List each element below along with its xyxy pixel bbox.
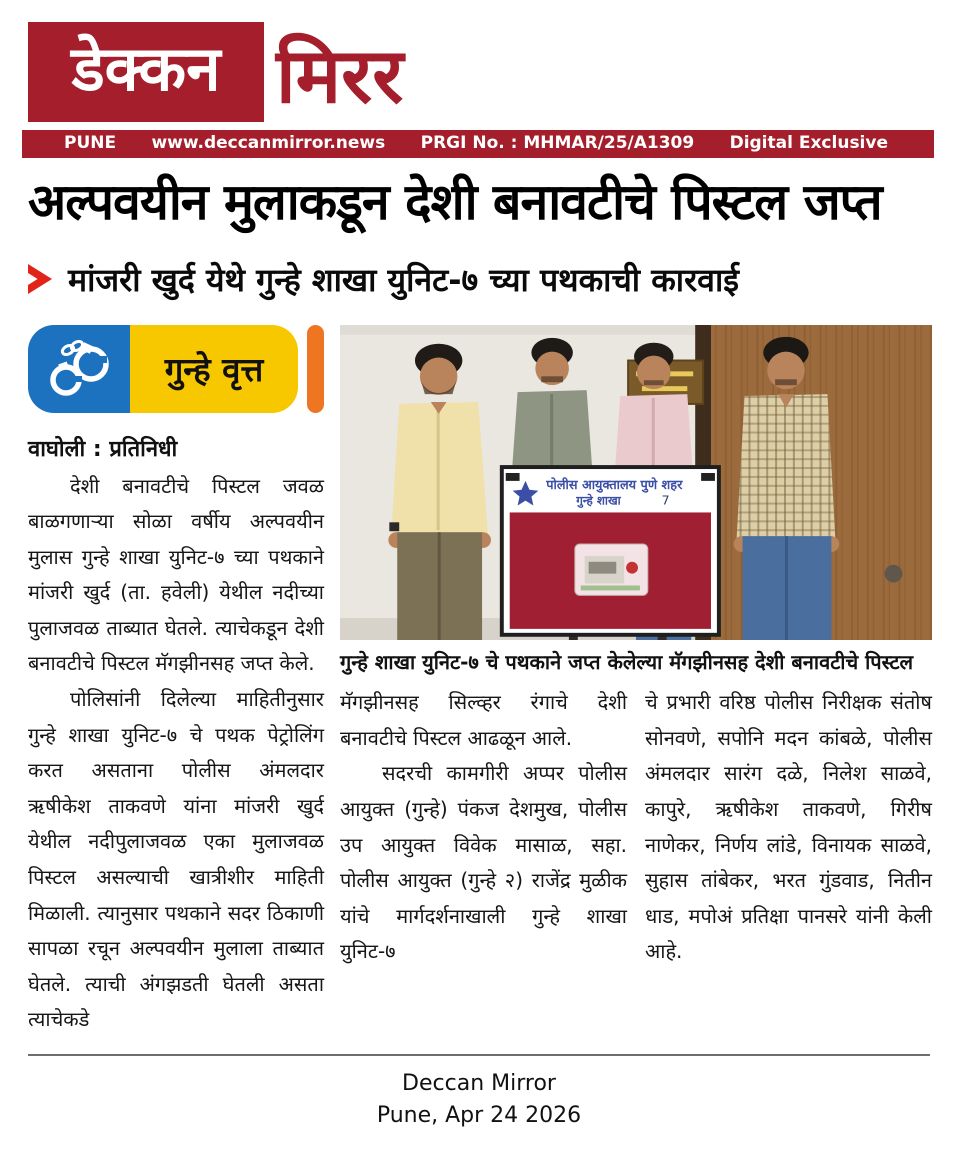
accent-bar <box>307 325 324 413</box>
category-badge <box>28 325 298 413</box>
clipping-footer <box>0 1054 958 1166</box>
continuation-columns <box>340 685 932 970</box>
category-badge-label: गुन्हे वृत्त <box>130 325 298 413</box>
article-body <box>0 325 958 1039</box>
paragraph: सदरची कामगीरी अप्पर पोलीस आयुक्त (गुन्हे) पंकज देशमुख, पोलीस उप आयुक्त विवेक मासाळ, सहा. पोलीस आयुक्त (गुन्हे २) राजेंद्र मुळीक यांचे मार्गदर्शनाखाली गुन्हे शाखा युनिट-७ <box>340 761 627 964</box>
article-figure <box>340 325 932 676</box>
board-unit-number: 7 <box>661 493 670 509</box>
masthead <box>0 22 958 158</box>
footer-divider <box>28 1054 930 1056</box>
source-name: Deccan Mirror <box>402 1071 556 1096</box>
paragraph: चे प्रभारी वरिष्ठ पोलीस निरीक्षक संतोष सोनवणे, सपोनि मदन कांबळे, पोलीस अंमलदार सारंग दळे, निलेश साळवे, कापुरे, ऋषीकेश ताकवणे, गिरीष नाणेकर, निर्णय लांडे, विनायक साळवे, सुहास तांबेकर, भरत गुंडवाड, नितीन धाड, मपोअं प्रतिक्षा पानसरे यांनी केली आहे. <box>645 690 932 964</box>
chevron-right-icon <box>28 264 52 294</box>
masthead-info-bar <box>22 130 934 158</box>
paragraph: मॅगझीनसह सिल्व्हर रंगाचे देशी बनावटीचे पिस्टल आढळून आले. <box>340 690 627 750</box>
photo-caption: गुन्हे शाखा युनिट-७ चे पथकाने जप्त केलेल्या मॅगझीनसह देशी बनावटीचे पिस्टल <box>340 650 914 675</box>
left-column <box>28 325 324 1039</box>
article-subheadline: मांजरी खुर्द येथे गुन्हे शाखा युनिट-७ च्या पथकाची कारवाई <box>68 260 739 299</box>
paragraph: पोलिसांनी दिलेल्या माहितीनुसार गुन्हे शाखा युनिट-७ चे पथक पेट्रोलिंग करत असताना पोलीस अंमलदार ऋषीकेश ताकवणे यांना मांजरी खुर्द येथील नदीपुलाजवळ एका मुलाजवळ पिस्टल असल्याची खात्रीशीर माहिती मिळाली. त्यानुसार पथकाने सदर ठिकाणी सापळा रचून अल्पवयीन मुलाला ताब्यात घेतले. त्याची अंगझडती घेतली असता त्याचेकडे <box>28 687 324 1032</box>
evidence-board <box>502 467 719 635</box>
logo-secondary-text: मिरर <box>276 30 404 120</box>
article-photo <box>340 325 932 641</box>
door-knob-icon <box>885 564 903 582</box>
article-headline: अल्पवयीन मुलाकडून देशी बनावटीचे पिस्टल जप्त <box>28 173 882 231</box>
right-section <box>340 325 932 1039</box>
board-subtitle: गुन्हे शाखा <box>576 493 621 508</box>
seized-pistol-bag <box>575 544 648 595</box>
right-column <box>645 685 932 970</box>
badge-icon-panel <box>28 325 130 413</box>
middle-column <box>340 685 627 970</box>
masthead-logo <box>28 22 932 122</box>
paragraph: देशी बनावटीचे पिस्टल जवळ बाळगणाऱ्या सोळा वर्षीय अल्पवयीन मुलास गुन्हे शाखा युनिट-७ च्या पथकाने मांजरी खुर्द (ता. हवेली) येथील नदीच्या पुलाजवळ ताब्यात घेतले. त्याचेकडून देशी बनावटीचे पिस्टल मॅगझीनसह जप्त केले. <box>28 473 324 676</box>
headline-section <box>0 174 958 301</box>
byline: वाघोली : प्रतिनिधी <box>28 436 178 462</box>
category-badge-row <box>28 325 324 413</box>
handcuffs-icon <box>46 336 112 402</box>
prgi-label: PRGI No. : MHMAR/25/A1309 <box>420 133 695 153</box>
website-label: www.deccanmirror.news <box>151 133 386 153</box>
source-dateline: Pune, Apr 24 2026 <box>376 1102 582 1128</box>
city-label: PUNE <box>64 133 117 153</box>
subheadline-row <box>28 258 932 301</box>
logo-primary-box <box>28 22 264 122</box>
edition-label: Digital Exclusive <box>729 133 888 153</box>
logo-primary-text: डेक्कन <box>71 32 221 105</box>
board-title: पोलीस आयुक्तालय पुणे शहर <box>546 477 683 493</box>
